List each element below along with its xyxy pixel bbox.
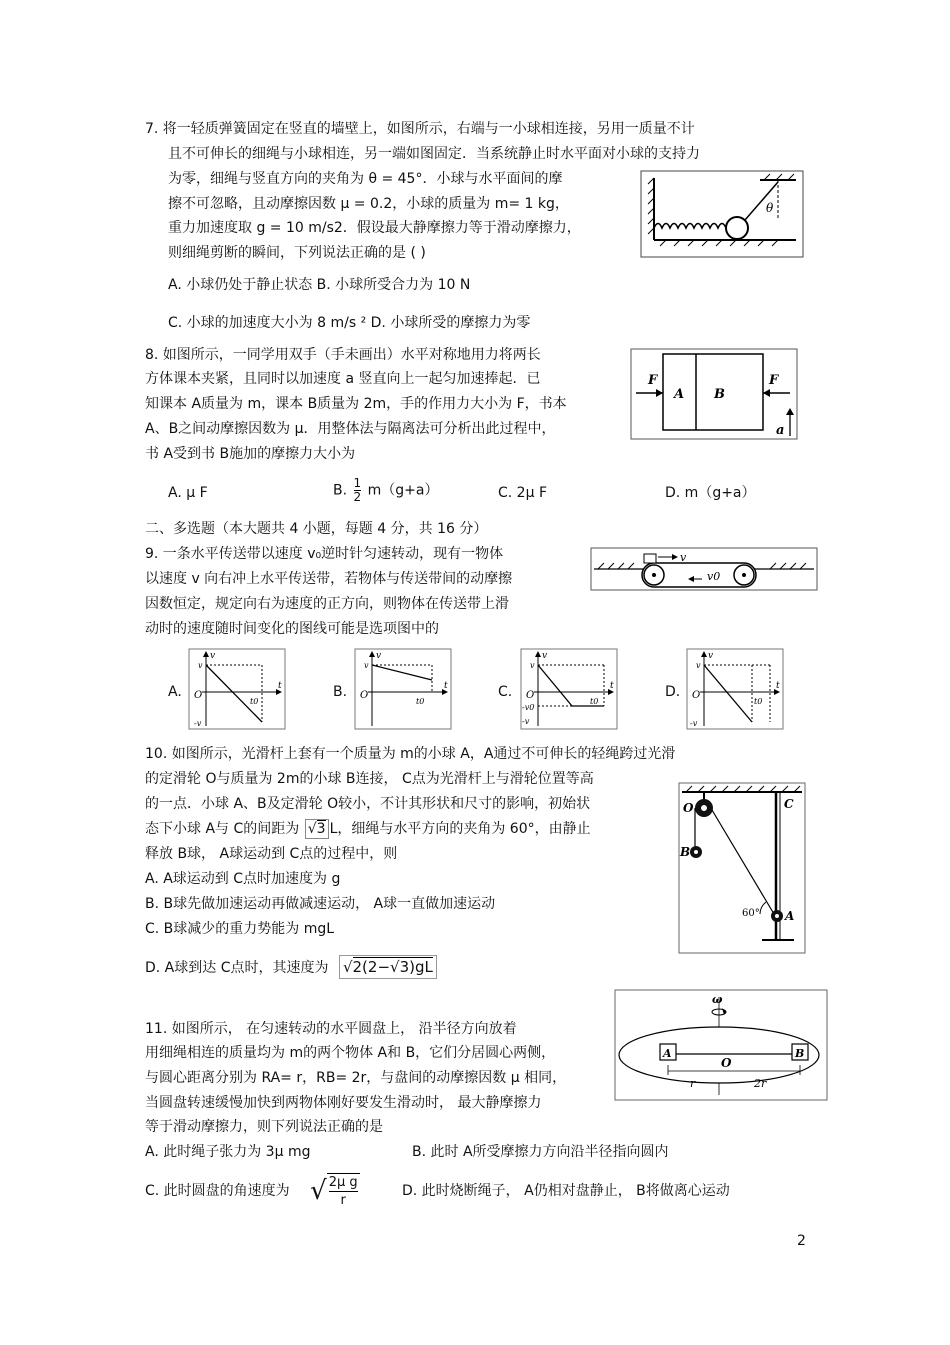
- q8-book-a-label: A: [674, 387, 685, 402]
- q7-spring-ball-figure: [640, 170, 804, 258]
- q11-line-2: 用细绳相连的质量均为 m的两个物体 A和 B，它们分居圆心两侧，: [145, 1045, 556, 1061]
- q10-angle-label: 60°: [742, 908, 760, 919]
- q8-fraction: [354, 477, 362, 504]
- q9-graph-d: [686, 648, 784, 730]
- q11-block-a-label: A: [663, 1047, 672, 1060]
- q10-point-c-label: C: [784, 797, 794, 811]
- q10-ball-b-label: B: [680, 845, 691, 859]
- q9c-negv0-tick: -v0: [522, 703, 535, 712]
- q9-v-label: v: [680, 551, 687, 564]
- q9b-v-tick: v: [364, 661, 369, 670]
- q8-accel-label: a: [776, 423, 785, 438]
- q9c-t-axis: t: [610, 681, 614, 691]
- q7-option-row-2: C. 小球的加速度大小为 8 m/s ² D. 小球所受的摩擦力为零: [168, 315, 531, 331]
- q11-option-d: D. 此时烧断绳子， A仍相对盘静止， B将做离心运动: [402, 1183, 730, 1199]
- q10-pulley-figure: [678, 782, 806, 954]
- q11-option-c-text: C. 此时圆盘的角速度为: [145, 1183, 290, 1199]
- q8-fraction-den: 2: [353, 490, 362, 504]
- q9-line-3: 因数恒定，规定向右为速度的正方向，则物体在传送带上滑: [145, 596, 509, 612]
- q8-book-b-label: B: [714, 387, 725, 402]
- q11-line-1: 11. 如图所示， 在匀速转动的水平圆盘上， 沿半径方向放着: [145, 1021, 517, 1037]
- q8-books-figure: [630, 348, 798, 440]
- q10-line-1: 10. 如图所示，光滑杆上套有一个质量为 m的小球 A，A通过不可伸长的轻绳跨过光滑: [145, 746, 676, 762]
- q11-option-c: [145, 1173, 360, 1213]
- q10-option-d-formula-box: √2(2−√3)gL: [339, 955, 437, 979]
- q7-line-6: 则细绳剪断的瞬间，下列说法正确的是 ( ): [168, 245, 426, 261]
- q9d-v-axis: v: [708, 651, 714, 661]
- q9d-t0: t0: [754, 697, 763, 706]
- q9-graph-label-d: D.: [665, 684, 681, 700]
- q7-option-row-1: A. 小球仍处于静止状态 B. 小球所受合力为 10 N: [168, 277, 471, 293]
- q9a-t0: t0: [250, 697, 259, 706]
- q7-line-5: 重力加速度取 g = 10 m/s2．假设最大静摩擦力等于滑动摩擦力，: [168, 220, 581, 236]
- q11-r-label: r: [690, 1077, 696, 1090]
- q11-option-a: A. 此时绳子张力为 3μ mg: [145, 1144, 311, 1160]
- q11-line-3: 与圆心距离分别为 RA= r，RB= 2r，与盘间的动摩擦因数 μ 相同，: [145, 1070, 567, 1086]
- q9-line-2: 以速度 v 向右冲上水平传送带，若物体与传送带间的动摩擦: [145, 571, 513, 587]
- q8-line-2: 方体课本夹紧，且同时以加速度 a 竖直向上一起匀加速捧起．已: [145, 371, 541, 387]
- q9d-negv-tick: -v: [690, 719, 698, 728]
- q8-force-right-label: F: [769, 373, 779, 388]
- q9-v0-label: v0: [707, 570, 721, 583]
- q9d-v-tick: v: [696, 661, 701, 670]
- q9c-t0: t0: [590, 697, 599, 706]
- q8-option-c: C. 2μ F: [498, 485, 547, 501]
- q9a-negv-tick: -v: [194, 719, 202, 728]
- section-2-heading: 二、多选题（本大题共 4 小题，每题 4 分，共 16 分）: [145, 521, 488, 537]
- q9-line-1: 9. 一条水平传送带以速度 v₀逆时针匀速转动，现有一物体: [145, 546, 504, 562]
- q11-2r-label: 2r: [754, 1077, 767, 1090]
- q9-graph-b: [354, 648, 452, 730]
- q10-option-d: [145, 955, 437, 979]
- q7-theta-label: θ: [766, 201, 774, 215]
- q10-option-b: B. B球先做加速运动再做减速运动， A球一直做加速运动: [145, 896, 496, 912]
- q10-option-c: C. B球减少的重力势能为 mgL: [145, 921, 335, 937]
- q8-option-a: A. μ F: [168, 485, 208, 501]
- q9-graph-label-b: B.: [333, 684, 348, 700]
- q9b-t0: t0: [416, 697, 425, 706]
- q7-line-4: 擦不可忽略，且动摩擦因数 μ = 0.2，小球的质量为 m= 1 kg，: [168, 196, 569, 212]
- q7-line-2: 且不可伸长的细绳与小球相连，另一端如图固定．当系统静止时水平面对小球的支持力: [168, 146, 700, 162]
- q11-block-b-label: B: [795, 1047, 805, 1060]
- q8-line-5: 书 A受到书 B施加的摩擦力大小为: [145, 446, 356, 462]
- q10-sqrt3-radicand: 3: [316, 821, 326, 837]
- q9a-v-tick: v: [198, 661, 203, 670]
- q8-fraction-num: 1: [353, 476, 362, 490]
- q8-option-b-rest: m（g+a）: [367, 482, 439, 499]
- q9-graph-label-a: A.: [168, 684, 182, 700]
- q9-conveyor-figure: [590, 547, 818, 591]
- q9c-negv-tick: -v: [522, 717, 530, 726]
- q9-line-4: 动时的速度随时间变化的图线可能是选项图中的: [145, 621, 439, 637]
- q7-line-1: 7. 将一轻质弹簧固定在竖直的墙壁上，如图所示，右端与一小球相连接，另用一质量不计: [145, 121, 695, 137]
- q11-center-o-label: O: [721, 1056, 732, 1070]
- q11-radical-fraction: [327, 1173, 360, 1209]
- q9a-v-axis: v: [210, 651, 216, 661]
- q8-option-b-prefix: B.: [333, 482, 348, 499]
- q8-line-1: 8. 如图所示，一同学用双手（手未画出）水平对称地用力将两长: [145, 347, 541, 363]
- q9c-origin: O: [526, 690, 535, 701]
- q10-line-2: 的定滑轮 O与质量为 2m的小球 B连接， C点为光滑杆上与滑轮位置等高: [145, 771, 594, 787]
- q11-line-5: 等于滑动摩擦力，则下列说法正确的是: [145, 1119, 383, 1135]
- q9c-v-tick: v: [530, 661, 535, 670]
- q10-option-a: A. A球运动到 C点时加速度为 g: [145, 871, 341, 887]
- q11-option-b: B. 此时 A所受摩擦力方向沿半径指向圆内: [412, 1144, 669, 1160]
- q8-line-3: 知课本 A质量为 m，课本 B质量为 2m，手的作用力大小为 F，书本: [145, 396, 567, 412]
- q10-line-3: 的一点．小球 A、B及定滑轮 O较小，不计其形状和尺寸的影响，初始状: [145, 796, 591, 812]
- q10-sqrt3: √3: [305, 819, 329, 839]
- q10-line-4: [145, 819, 591, 839]
- q8-force-left-label: F: [648, 373, 658, 388]
- q9d-origin: O: [692, 690, 701, 701]
- q9-graph-a: [188, 648, 286, 730]
- q9-graph-c: [520, 648, 618, 730]
- q9a-t-axis: t: [278, 681, 282, 691]
- q10-ball-a-label: A: [785, 909, 795, 923]
- q11-omega-label: ω: [712, 993, 723, 1006]
- q11-radical: √: [310, 1176, 327, 1206]
- q11-line-4: 当圆盘转速缓慢加快到两物体刚好要发生滑动时， 最大静摩擦力: [145, 1095, 542, 1111]
- q9b-v-axis: v: [376, 651, 382, 661]
- q9d-t-axis: t: [776, 681, 780, 691]
- q10-line-5: 释放 B球， A球运动到 C点的过程中，则: [145, 846, 398, 862]
- q8-line-4: A、B之间动摩擦因数为 μ．用整体法与隔离法可分析出此过程中，: [145, 421, 556, 437]
- q9-graph-label-c: C.: [498, 684, 513, 700]
- q10-option-d-formula: 2(2−√3)gL: [352, 958, 433, 976]
- q11-fraction-num: 2μ g: [328, 1175, 358, 1190]
- page-number: 2: [797, 1233, 806, 1249]
- q8-option-d: D. m（g+a）: [665, 485, 756, 501]
- q9c-v-axis: v: [542, 651, 548, 661]
- q10-line-4-rest: L，细绳与水平方向的夹角为 60°，由静止: [329, 821, 591, 837]
- q7-line-3: 为零，细绳与竖直方向的夹角为 θ = 45°．小球与水平面间的摩: [168, 171, 563, 187]
- q11-fraction-den: r: [340, 1193, 346, 1208]
- q10-option-d-text: D. A球到达 C点时，其速度为: [145, 960, 329, 976]
- q10-line-4-text: 态下小球 A与 C的间距为: [145, 821, 300, 837]
- q11-turntable-figure: [614, 989, 828, 1101]
- q8-option-b: [333, 477, 438, 509]
- q9b-t-axis: t: [444, 681, 448, 691]
- q9b-origin: O: [360, 690, 369, 701]
- q10-pulley-o-label: O: [683, 801, 694, 815]
- q9a-origin: O: [194, 690, 203, 701]
